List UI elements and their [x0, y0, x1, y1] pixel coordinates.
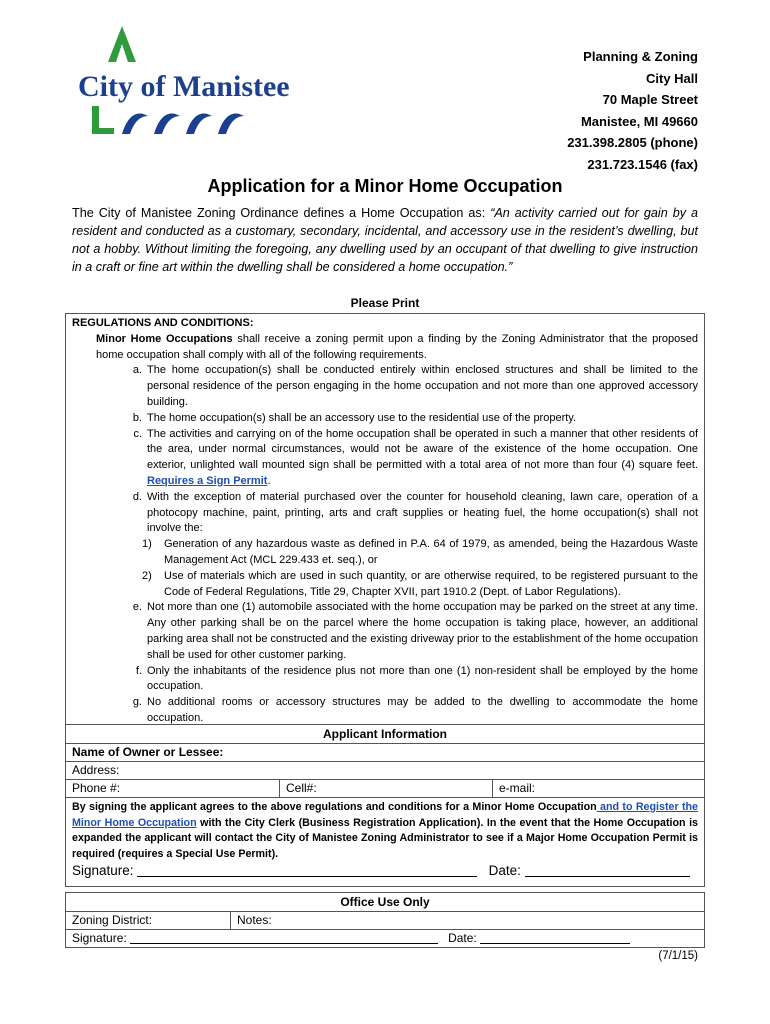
logo-text: City of Manistee [78, 70, 290, 103]
contact-phone: 231.398.2805 (phone) [567, 135, 698, 150]
applicant-signature-line [72, 863, 690, 878]
regulation-d: d. With the exception of material purchased over the counter for household cleaning, lawn care, operation of a photocopy machine, paint, printing, arts and craft supplies or heating fuel, the home occupation(s) shall not involve the: [132, 490, 698, 535]
applicant-heading: Applicant Information [66, 725, 704, 744]
address-label: Address: [72, 763, 120, 777]
office-date-label: Date: [448, 931, 477, 945]
applicant-date-label: Date: [488, 863, 521, 878]
regulation-a: a. The home occupation(s) shall be conducted entirely within enclosed structures and shall be limited to the personal residence of the person engaging in the home occupation and not more than one approved accessory building. [132, 364, 698, 408]
contact-block [567, 46, 698, 175]
contact-street: 70 Maple Street [602, 92, 698, 107]
owner-label: Name of Owner or Lessee: [72, 745, 224, 759]
regulation-e: e. Not more than one (1) automobile associated with the home occupation may be parked on the street at any time. Any other parking shall be on the parcel where the home occupation is taking place, however, an additional parking area shall not be constructed and the existing driveway prior to the establishment of the home occupation shall be used for other customer parking. [132, 601, 698, 661]
regulation-b: b. The home occupation(s) shall be an accessory use to the residential use of the property. [132, 411, 577, 424]
contact-city: Manistee, MI 49660 [580, 113, 698, 129]
office-row-1 [66, 912, 704, 930]
regulation-d-2: 2) Use of materials which are used in such quantity, or are otherwise required, to be registered pursuant to the Code of Federal Regulations, Title 29, Chapter XVII, part 1910.2 (Dept. of Labor Regulations). [142, 569, 698, 598]
address-row[interactable] [66, 762, 704, 780]
regulations-intro-text: shall receive a zoning permit upon a finding by the Zoning Administrator that the proposed home occupation shall comply with all of the following requirements. [96, 332, 698, 361]
regulations-intro-bold: Minor Home Occupations [96, 332, 233, 345]
regulations-heading: REGULATIONS AND CONDITIONS: [72, 317, 254, 329]
intro-quote: “An activity carried out for gain by a resident and conducted as a customary, secondary, incidental, and accessory use in the resident’s dwelling, but not a hobby. Without limiting the foregoing, any dwelling used by an occupant of that dwelling to give instruction in a craft or fine art within the dwelling shall be considered a home occupation.” [72, 206, 698, 274]
notes-field[interactable]: Notes: [230, 912, 704, 929]
cell-field[interactable]: Cell#: [279, 780, 492, 797]
regulations-box [65, 313, 705, 725]
owner-row[interactable] [66, 744, 704, 762]
consent-text-2: with the City Clerk (Business Registration Application). In the event that the Home Occupation is expanded the applicant will contact the City of Manistee Zoning Administrator to see if a Major Home Occupation Permit is required (requires a Special Use Permit). [72, 816, 698, 860]
regulation-c: c. The activities and carrying on of the home occupation shall be operated in such a manner that other residents of the area, under normal circumstances, would not be aware of the existence of the home occupation. One exterior, unlighted wall mounted sign shall be permitted with a total area of not more than four (4) square feet. Requires a Sign Permit. [133, 427, 698, 487]
applicant-section [65, 724, 705, 887]
applicant-signature-field[interactable] [137, 876, 477, 877]
office-signature-label: Signature: [72, 931, 127, 945]
regulation-d-1: 1) Generation of any hazardous waste as defined in P.A. 64 of 1979, as amended, being the Hazardous Waste Management Act (MCL 229.433 et. seq.), or [142, 538, 698, 566]
sign-permit-link[interactable]: Requires a Sign Permit [147, 474, 268, 487]
office-signature-line [66, 930, 630, 948]
consent-text-1: By signing the applicant agrees to the above regulations and conditions for a Minor Home Occupation [72, 801, 597, 813]
intro-lead: The City of Manistee Zoning Ordinance defines a Home Occupation as: [72, 206, 491, 220]
contact-row [66, 780, 704, 798]
city-logo [78, 26, 308, 141]
form-version: (7/1/15) [658, 950, 698, 962]
zoning-district-field[interactable]: Zoning District: [72, 913, 153, 927]
applicant-signature-label: Signature: [72, 863, 134, 878]
document-title: Application for a Minor Home Occupation [207, 176, 563, 196]
phone-field[interactable]: Phone #: [72, 781, 121, 795]
regulation-c-text: The activities and carrying on of the home occupation shall be operated in such a manner that other residents of the area, under normal circumstances, would not be aware of the existence of the home occupation. One exterior, unlighted wall mounted sign shall be permitted with a total area of not more than four (4) square feet. [147, 427, 698, 472]
office-date-field[interactable] [480, 943, 630, 944]
contact-fax: 231.723.1546 (fax) [587, 156, 698, 172]
applicant-date-field[interactable] [525, 876, 690, 877]
office-row-2 [66, 930, 704, 948]
office-signature-field[interactable] [130, 943, 438, 944]
regulation-f: f. Only the inhabitants of the residence plus not more than one (1) non-resident shall be employed by the home occupation. [135, 664, 698, 693]
intro-paragraph [72, 204, 698, 276]
office-heading: Office Use Only [66, 893, 704, 912]
regulation-g: g. No additional rooms or accessory structures may be added to the dwelling to accommodate the home occupation. [132, 696, 698, 724]
contact-building: City Hall [645, 70, 698, 86]
please-print-label: Please Print [350, 296, 420, 310]
email-field[interactable]: e-mail: [492, 780, 704, 797]
office-use-section [65, 892, 705, 948]
register-occupation-link[interactable]: and to Register the Minor Home Occupation [72, 801, 698, 829]
consent-statement [72, 800, 698, 862]
regulations-intro [72, 332, 698, 364]
contact-department: Planning & Zoning [583, 49, 698, 64]
